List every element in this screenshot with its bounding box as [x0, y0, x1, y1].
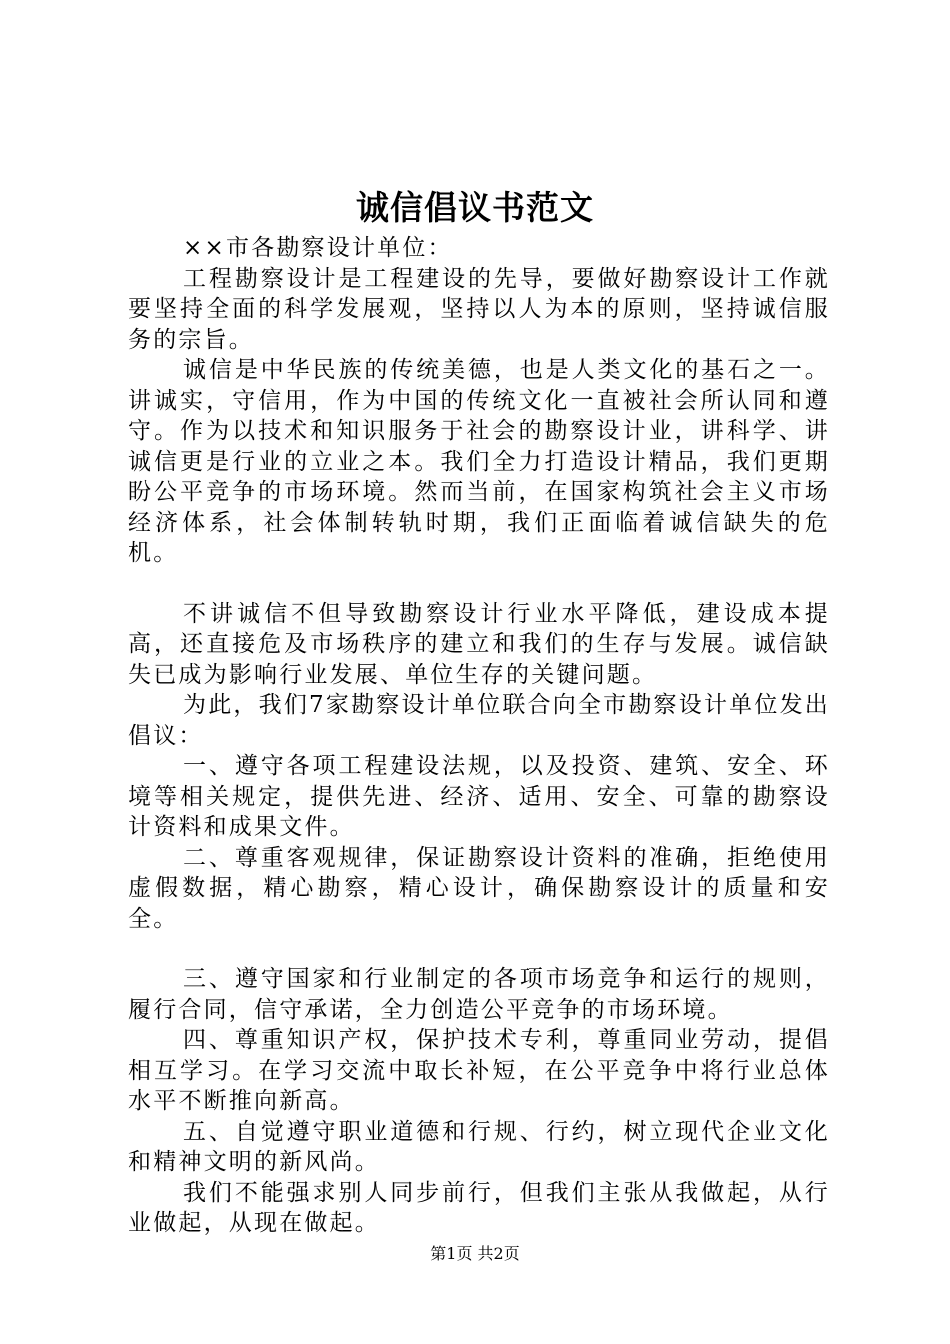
proposal-item: 一、遵守各项工程建设法规，以及投资、建筑、安全、环境等相关规定，提供先进、经济、适用、安全、可靠的勘察设计资料和成果文件。 — [128, 753, 830, 840]
proposal-item: 五、自觉遵守职业道德和行规、行约，树立现代企业文化和精神文明的新风尚。 — [128, 1118, 830, 1175]
proposal-item: 四、尊重知识产权，保护技术专利，尊重同业劳动，提倡相互学习。在学习交流中取长补短，在公平竞争中将行业总体水平不断推向新高。 — [128, 1027, 830, 1114]
document-body — [128, 233, 830, 1239]
paragraph: 不讲诚信不但导致勘察设计行业水平降低，建设成本提高，还直接危及市场秩序的建立和我们的生存与发展。诚信缺失已成为影响行业发展、单位生存的关键问题。 — [128, 600, 830, 688]
page-number-footer: 第1页 共2页 — [430, 1244, 520, 1263]
proposal-item: 三、遵守国家和行业制定的各项市场竞争和运行的规则，履行合同，信守承诺，全力创造公平竞争的市场环境。 — [128, 966, 830, 1023]
paragraph: 工程勘察设计是工程建设的先导，要做好勘察设计工作就要坚持全面的科学发展观，坚持以人为本的原则，坚持诚信服务的宗旨。 — [128, 265, 830, 353]
salutation: ××市各勘察设计单位： — [183, 235, 453, 261]
proposal-item: 二、尊重客观规律，保证勘察设计资料的准确，拒绝使用虚假数据，精心勘察，精心设计，确保勘察设计的质量和安全。 — [128, 844, 830, 932]
paragraph: 为此，我们7家勘察设计单位联合向全市勘察设计单位发出倡议： — [128, 692, 830, 749]
paragraph: 诚信是中华民族的传统美德，也是人类文化的基石之一。讲诚实，守信用，作为中国的传统文化一直被社会所认同和遵守。作为以技术和知识服务于社会的勘察设计业，讲科学、讲诚信更是行业的立业之本。我们全力打造设计精品，我们更期盼公平竞争的市场环境。然而当前，在国家构筑社会主义市场经济体系，社会体制转轨时期，我们正面临着诚信缺失的危机。 — [128, 357, 830, 566]
closing-paragraph: 我们不能强求别人同步前行，但我们主张从我做起，从行业做起，从现在做起。 — [128, 1179, 830, 1236]
document-title: 诚信倡议书范文 — [356, 188, 594, 227]
